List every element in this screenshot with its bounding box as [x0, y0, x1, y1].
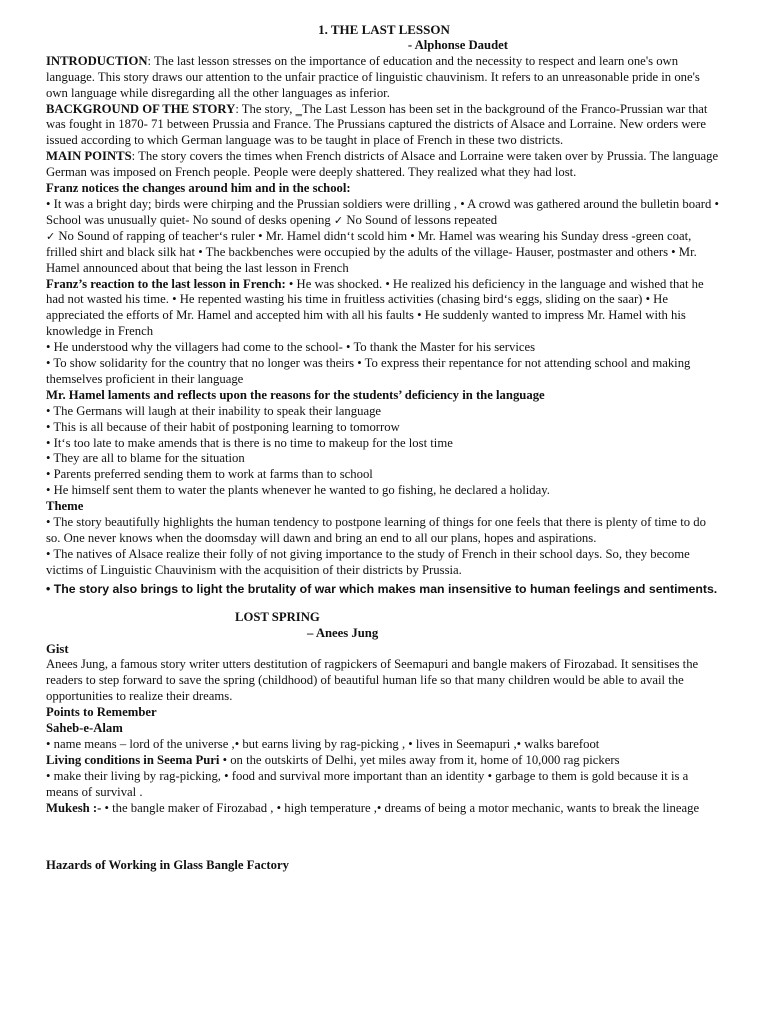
lesson-author: – Anees Jung	[307, 625, 379, 640]
gist-heading: Gist	[46, 641, 69, 656]
list-item: • It‘s too late to make amends that is there is no time to makeup for the lost time	[46, 435, 453, 450]
list-item: • This is all because of their habit of postponing learning to tomorrow	[46, 419, 400, 434]
list-item: • Parents preferred sending them to work at farms than to school	[46, 467, 373, 482]
hamel-laments-heading: Mr. Hamel laments and reflects upon the reasons for the students’ deficiency in the language	[46, 387, 545, 402]
mukesh-label: Mukesh :-	[46, 800, 102, 815]
theme-point: • The story beautifully highlights the human tendency to postpone learning of things for one feels that there is plenty of time to do so. One never knows when the doomsday will dawn and bring an end to all our plans, hopes and aspirations.	[46, 515, 706, 545]
living-conditions-points: • make their living by rag-picking, • food and survival more important than an identity • garbage to them is gold because it is a means of survival .	[46, 768, 689, 799]
franz-notices-text-c: No Sound of rapping of teacher‘s ruler • Mr. Hamel didn‘t scold him • Mr. Hamel was wearing his Sunday dress -green coat, frilled shirt and black silk hat • The backbenches were occupied by the adults of the village- Hauser, postmaster and others • Mr. Hamel announced about that being the last lesson in French	[46, 228, 697, 275]
franz-notices-text-b: No Sound of lessons repeated	[343, 212, 498, 227]
franz-reaction-text: • He was shocked. • He realized his deficiency in the language and wished that he had not wasted his time. • He repented wasting his time in fruitless activities (chasing bird‘s eggs, sliding on the saar) • He appreciated the efforts of Mr. Hamel and accepted him with all his faults • He suddenly wanted to impress Mr. Hamel with his knowledge in French	[46, 276, 704, 339]
mukesh-paragraph	[46, 801, 722, 817]
introduction-text: : The last lesson stresses on the importance of education and the necessity to respect and learn one's own language. This story draws our attention to the unfair practice of linguistic chauvinism. It refers to an unreasonable pride in one's own language while disregarding all the other languages as inferior.	[46, 53, 700, 100]
franz-reaction-paragraph	[46, 277, 722, 341]
franz-reaction-label: Franz’s reaction to the last lesson in French:	[46, 276, 286, 291]
lesson-author: - Alphonse Daudet	[407, 37, 508, 52]
gist-paragraph: Anees Jung, a famous story writer utters destitution of ragpickers of Seemapuri and bangle makers of Firozabad. It sensitises the readers to step forward to save the spring (childhood) of beautiful human life so that many children would be able to avail the opportunities to realize their dreams.	[46, 657, 699, 704]
franz-notices-paragraph	[46, 197, 722, 277]
list-item: • They are all to blame for the situation	[46, 451, 245, 466]
villagers-point: • He understood why the villagers had come to the school- • To thank the Master for his services	[46, 340, 536, 355]
hamel-points-list	[46, 404, 722, 499]
main-points-label: MAIN POINTS	[46, 149, 132, 164]
list-item: • He himself sent them to water the plants whenever he wanted to go fishing, he declared a holiday.	[46, 483, 550, 498]
checkmark-icon: ✓	[46, 229, 56, 243]
franz-notices-text-a: • It was a bright day; birds were chirping and the Prussian soldiers were drilling , • A crowd was gathered around the bulletin board • School was unusually quiet- No sound of desks opening	[46, 196, 719, 227]
living-conditions-text: • on the outskirts of Delhi, yet miles away from it, home of 10,000 rag pickers	[219, 752, 620, 767]
introduction-label: INTRODUCTION	[46, 53, 148, 68]
checkmark-icon: ✓	[333, 213, 344, 227]
background-paragraph	[46, 102, 722, 150]
lesson-title: 1. THE LAST LESSON	[318, 22, 450, 37]
saheb-points: • name means – lord of the universe ,• but earns living by rag-picking , • lives in Seemapuri ,• walks barefoot	[46, 736, 600, 751]
theme-point: • The story also brings to light the brutality of war which makes man insensitive to human feelings and sentiments.	[46, 581, 718, 596]
lesson-title: LOST SPRING	[235, 609, 320, 624]
living-conditions-paragraph	[46, 753, 722, 769]
list-item: • The Germans will laugh at their inability to speak their language	[46, 403, 382, 418]
document-page	[46, 22, 722, 873]
points-heading: Points to Remember	[46, 705, 157, 720]
saheb-heading: Saheb-e-Alam	[46, 721, 123, 736]
villagers-point: • To show solidarity for the country that no longer was theirs • To express their repentance for not attending school and making themselves proficient in their language	[46, 356, 691, 386]
hazards-heading: Hazards of Working in Glass Bangle Factory	[46, 857, 289, 872]
background-text: : The story, ‗The Last Lesson has been set in the background of the Franco-Prussian war that was fought in 1870- 71 between Prussia and France. The Prussians captured the districts of Alsace and Lorraine. New orders were issued according to which German language was to be taught in place of French in these two districts.	[46, 101, 708, 148]
theme-point: • The natives of Alsace realize their folly of not giving importance to the study of French in their school days. So, they become victims of Linguistic Chauvinism with the acquisition of their districts by Prussia.	[46, 546, 690, 577]
background-label: BACKGROUND OF THE STORY	[46, 101, 236, 116]
main-points-paragraph	[46, 149, 722, 181]
franz-notices-heading: Franz notices the changes around him and in the school:	[46, 181, 351, 196]
introduction-paragraph	[46, 54, 722, 102]
main-points-text: : The story covers the times when French districts of Alsace and Lorraine were taken over by Prussia. The language German was imposed on French people. People were deeply shattered. They realized what they had lost.	[46, 149, 719, 180]
theme-heading: Theme	[46, 499, 84, 514]
living-conditions-label: Living conditions in Seema Puri	[46, 752, 220, 767]
mukesh-text: • the bangle maker of Firozabad , • high temperature ,• dreams of being a motor mechanic, wants to break the lineage	[101, 800, 700, 815]
